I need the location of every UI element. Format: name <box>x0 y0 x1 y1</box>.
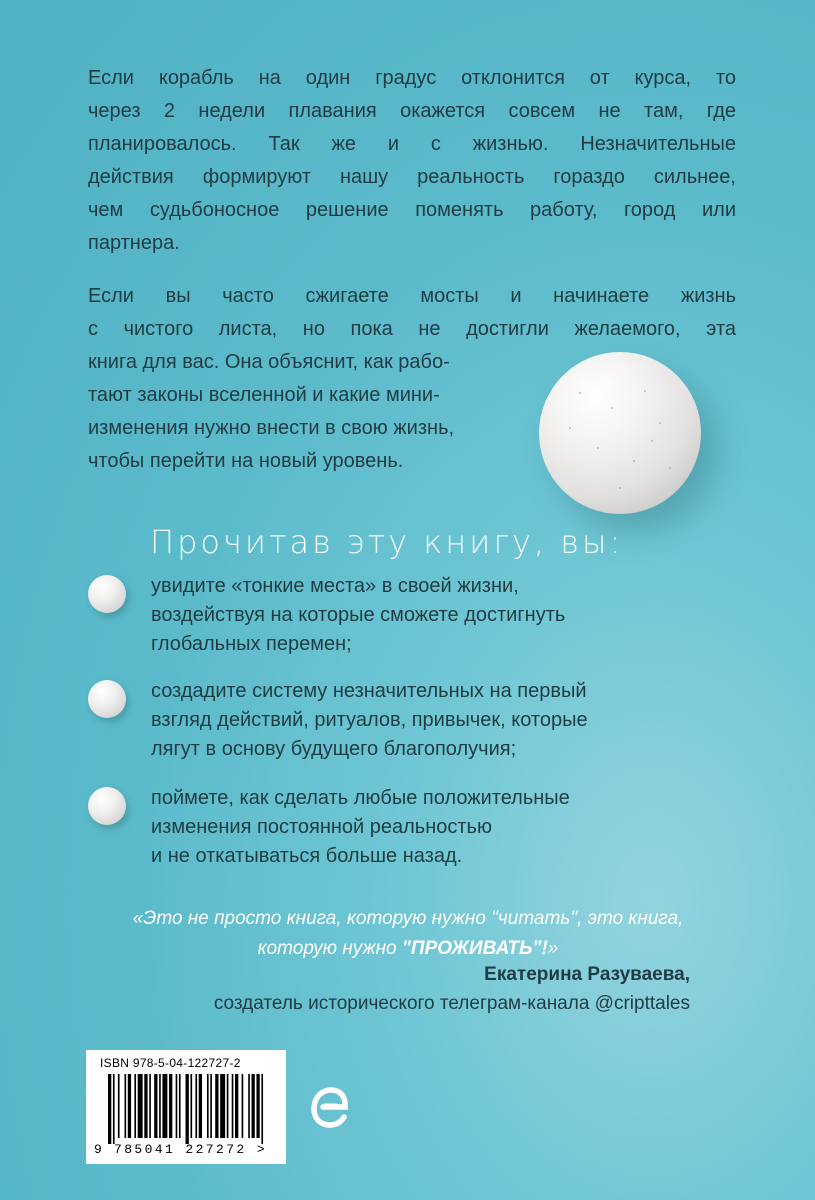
barcode-bar <box>210 1074 212 1138</box>
benefit-line: создадите систему незначительных на первый <box>151 680 587 702</box>
barcode-bar <box>154 1074 157 1138</box>
intro-line: партнера. <box>88 232 180 254</box>
ean-digits: 785041 227272 > <box>114 1142 268 1157</box>
isbn-number: ISBN 978-5-04-122727-2 <box>100 1056 241 1070</box>
barcode-bar <box>215 1074 218 1138</box>
intro-line: Если корабль на один градус отклонится от курса, то <box>88 67 736 89</box>
barcode-bar <box>195 1074 197 1138</box>
barcode-bar <box>169 1074 172 1138</box>
barcode-bar <box>162 1074 167 1138</box>
intro-line: Если вы часто сжигаете мосты и начинаете жизнь <box>88 285 736 307</box>
barcode-bar <box>176 1074 178 1138</box>
sphere-bullet-icon <box>88 787 126 825</box>
barcode-bar <box>256 1074 259 1138</box>
intro-line: чем судьбоносное решение поменять работу, город или <box>88 199 736 221</box>
benefit-line: увидите «тонкие места» в своей жизни, <box>151 575 519 597</box>
barcode-bar <box>134 1074 136 1138</box>
quote-emphasis: "ПРОЖИВАТЬ"! <box>401 938 548 959</box>
benefits-heading: Прочитав эту книгу, вы: <box>150 523 624 561</box>
quote-suffix: » <box>547 938 559 959</box>
barcode-bar <box>199 1074 202 1138</box>
benefit-line: воздействуя на которые сможете достигнуть <box>151 604 566 626</box>
barcode-bar <box>113 1074 115 1144</box>
barcode-bar <box>108 1074 111 1144</box>
benefit-line: и не откатываться больше назад. <box>151 845 463 867</box>
barcode-bar <box>124 1074 126 1138</box>
barcode-bar <box>220 1074 225 1138</box>
quote-prefix: которую нужно <box>257 938 402 959</box>
intro-line: через 2 недели плавания окажется совсем не там, где <box>88 100 736 122</box>
quote-line-1: «Это не просто книга, которую нужно "читать", это книга, <box>132 908 684 929</box>
intro-line: действия формируют нашу реальность гораздо сильнее, <box>88 166 736 188</box>
intro-line: книга для вас. Она объяснит, как рабо- <box>88 351 450 373</box>
barcode-bar <box>248 1074 250 1138</box>
barcode-bar <box>261 1074 263 1144</box>
barcode-bar <box>128 1074 131 1138</box>
barcode-bar <box>227 1074 229 1138</box>
barcode-bar <box>242 1074 244 1138</box>
intro-line: планировалось. Так же и с жизнью. Незначительные <box>88 133 736 155</box>
benefit-line: поймете, как сделать любые положительные <box>151 787 570 809</box>
testimonial-author: Екатерина Разуваева, <box>484 964 690 985</box>
benefit-line: взгляд действий, ритуалов, привычек, которые <box>151 709 588 731</box>
benefit-text <box>151 784 731 871</box>
intro-line: чтобы перейти на новый уровень. <box>88 450 404 472</box>
publisher-e-logo-icon <box>305 1083 353 1131</box>
barcode-bar <box>186 1074 189 1144</box>
barcode-bar <box>118 1074 120 1138</box>
intro-line: изменения нужно внести в свою жизнь, <box>88 417 455 439</box>
benefit-line: лягут в основу будущего благополучия; <box>151 738 517 760</box>
barcode-bar <box>235 1074 238 1138</box>
barcode-bar <box>252 1074 255 1138</box>
barcode-bar <box>144 1074 147 1138</box>
benefit-text <box>151 677 731 764</box>
intro-line: тают законы вселенной и какие мини- <box>88 384 440 406</box>
ean-first-digit: 9 <box>94 1142 102 1157</box>
barcode-bar <box>138 1074 143 1138</box>
barcode-bar <box>159 1074 161 1138</box>
sphere-bullet-icon <box>88 575 126 613</box>
white-sphere-icon <box>539 352 701 514</box>
barcode-bars <box>108 1074 268 1144</box>
testimonial-author-desc: создатель исторического телеграм-канала @cripttales <box>213 993 690 1014</box>
benefit-text <box>151 572 731 659</box>
barcode-bar <box>179 1074 181 1138</box>
quote-line-2 <box>88 934 728 964</box>
intro-line: с чистого листа, но пока не достигли желаемого, эта <box>88 318 736 340</box>
barcode-bar <box>232 1074 234 1138</box>
barcode-bar <box>207 1074 209 1138</box>
barcode <box>86 1050 286 1164</box>
benefit-line: изменения постоянной реальностью <box>151 816 492 838</box>
benefit-line: глобальных перемен; <box>151 633 352 655</box>
sphere-bullet-icon <box>88 680 126 718</box>
intro-paragraph-1 <box>88 62 736 260</box>
barcode-bar <box>190 1074 192 1138</box>
testimonial-quote <box>88 904 728 964</box>
barcode-bar <box>149 1074 151 1138</box>
